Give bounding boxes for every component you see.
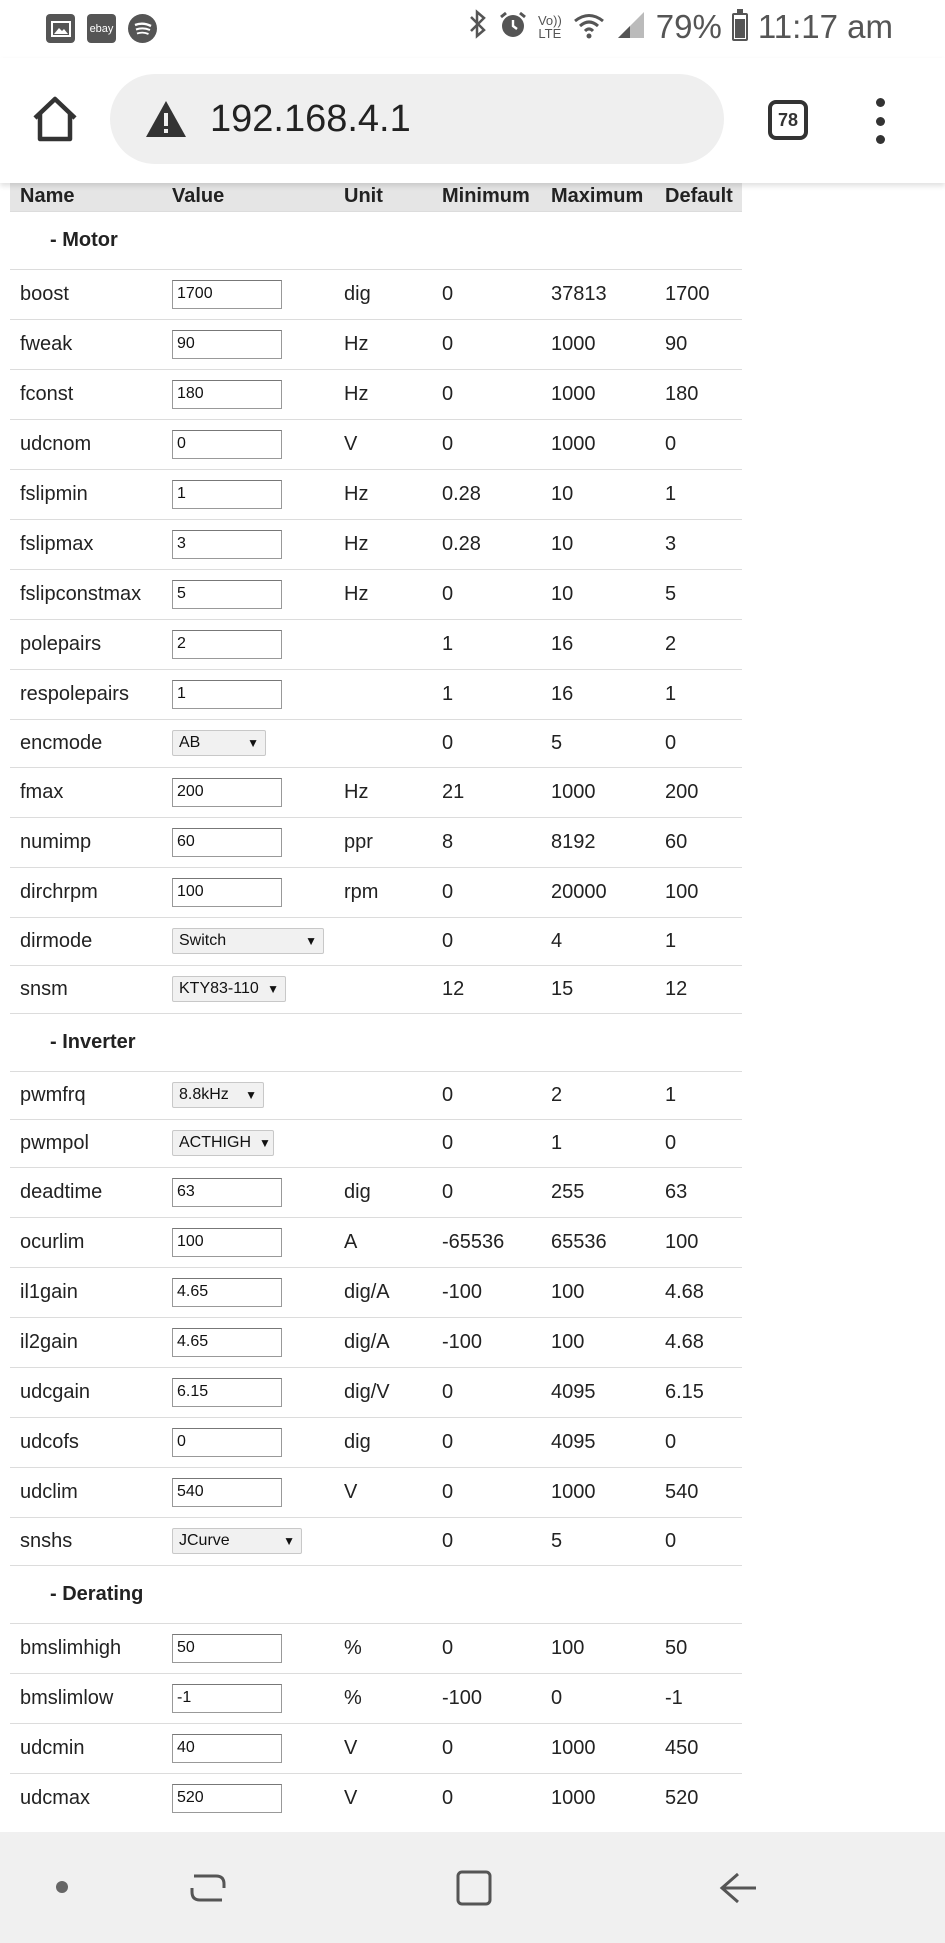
parameter-table bbox=[10, 183, 742, 1823]
table-row bbox=[10, 1119, 742, 1167]
param-minimum: -65536 bbox=[432, 1217, 541, 1267]
param-name: encmode bbox=[10, 719, 162, 767]
param-maximum: 1000 bbox=[541, 419, 655, 469]
table-row bbox=[10, 1773, 742, 1823]
param-name: boost bbox=[10, 269, 162, 319]
param-minimum: 0 bbox=[432, 369, 541, 419]
param-value-cell bbox=[162, 1623, 334, 1673]
param-unit: V bbox=[334, 1723, 432, 1773]
param-maximum: 20000 bbox=[541, 867, 655, 917]
table-row bbox=[10, 1071, 742, 1119]
wifi-icon bbox=[572, 10, 606, 45]
param-name: bmslimlow bbox=[10, 1673, 162, 1723]
param-value-input[interactable]: 63 bbox=[172, 1178, 282, 1207]
param-name: il2gain bbox=[10, 1317, 162, 1367]
param-value-cell bbox=[162, 569, 334, 619]
param-value-input[interactable]: 520 bbox=[172, 1784, 282, 1813]
table-row bbox=[10, 767, 742, 817]
param-value-cell bbox=[162, 767, 334, 817]
param-value-input[interactable]: 100 bbox=[172, 878, 282, 907]
param-value-select[interactable] bbox=[172, 730, 266, 756]
param-value-cell bbox=[162, 1167, 334, 1217]
param-minimum: 0 bbox=[432, 1723, 541, 1773]
param-value-input[interactable]: 90 bbox=[172, 330, 282, 359]
table-header-row bbox=[10, 183, 742, 211]
param-unit bbox=[334, 1071, 432, 1119]
param-value-cell bbox=[162, 1071, 334, 1119]
param-minimum: 0 bbox=[432, 1119, 541, 1167]
param-default: 180 bbox=[655, 369, 742, 419]
param-value-input[interactable]: 3 bbox=[172, 530, 282, 559]
home-square-icon[interactable] bbox=[452, 1866, 496, 1910]
param-unit: V bbox=[334, 1773, 432, 1823]
param-value-cell bbox=[162, 1517, 334, 1565]
category-label: - Derating bbox=[10, 1565, 742, 1623]
param-minimum: -100 bbox=[432, 1673, 541, 1723]
param-unit: Hz bbox=[334, 319, 432, 369]
param-value-input[interactable]: 4.65 bbox=[172, 1328, 282, 1357]
param-default: 200 bbox=[655, 767, 742, 817]
param-name: fmax bbox=[10, 767, 162, 817]
param-maximum: 5 bbox=[541, 719, 655, 767]
param-unit: dig/A bbox=[334, 1267, 432, 1317]
table-row bbox=[10, 965, 742, 1013]
param-minimum: 0 bbox=[432, 1071, 541, 1119]
ebay-icon bbox=[87, 14, 116, 43]
param-minimum: 0 bbox=[432, 917, 541, 965]
param-value-cell bbox=[162, 1317, 334, 1367]
param-name: udcgain bbox=[10, 1367, 162, 1417]
param-default: 1 bbox=[655, 1071, 742, 1119]
status-bar bbox=[0, 0, 945, 58]
param-default: 6.15 bbox=[655, 1367, 742, 1417]
category-label: - Inverter bbox=[10, 1013, 742, 1071]
param-unit: % bbox=[334, 1623, 432, 1673]
param-unit: Hz bbox=[334, 469, 432, 519]
param-value-input[interactable]: 1 bbox=[172, 480, 282, 509]
param-default: 2 bbox=[655, 619, 742, 669]
param-minimum: 12 bbox=[432, 965, 541, 1013]
dropdown-arrow-icon: ▼ bbox=[245, 1088, 257, 1102]
param-name: snsm bbox=[10, 965, 162, 1013]
param-default: 63 bbox=[655, 1167, 742, 1217]
param-maximum: 4 bbox=[541, 917, 655, 965]
address-bar[interactable] bbox=[110, 74, 724, 164]
param-minimum: 0 bbox=[432, 867, 541, 917]
param-maximum: 1000 bbox=[541, 1773, 655, 1823]
warning-icon[interactable] bbox=[144, 99, 188, 139]
param-value-input[interactable]: 540 bbox=[172, 1478, 282, 1507]
param-value-input[interactable]: 50 bbox=[172, 1634, 282, 1663]
param-unit: dig bbox=[334, 1167, 432, 1217]
param-minimum: 0 bbox=[432, 1367, 541, 1417]
param-default: 1 bbox=[655, 917, 742, 965]
param-default: 0 bbox=[655, 1119, 742, 1167]
param-default: 100 bbox=[655, 867, 742, 917]
param-minimum: 0 bbox=[432, 269, 541, 319]
param-minimum: 0 bbox=[432, 569, 541, 619]
table-row bbox=[10, 619, 742, 669]
ebay-label: ebay bbox=[89, 22, 114, 35]
param-default: 1700 bbox=[655, 269, 742, 319]
dropdown-arrow-icon: ▼ bbox=[259, 1136, 271, 1150]
notification-icons bbox=[46, 14, 157, 43]
header-maximum: Maximum bbox=[541, 183, 655, 211]
header-minimum: Minimum bbox=[432, 183, 541, 211]
home-icon bbox=[30, 94, 80, 144]
param-name: bmslimhigh bbox=[10, 1623, 162, 1673]
param-maximum: 8192 bbox=[541, 817, 655, 867]
tab-count: 78 bbox=[777, 109, 799, 130]
overflow-menu-button[interactable] bbox=[872, 98, 888, 144]
param-default: 0 bbox=[655, 1517, 742, 1565]
volte-top: Vo)) bbox=[537, 13, 562, 28]
param-maximum: 1000 bbox=[541, 369, 655, 419]
param-value-cell bbox=[162, 1773, 334, 1823]
header-unit: Unit bbox=[334, 183, 432, 211]
param-value-input[interactable]: -1 bbox=[172, 1684, 282, 1713]
table-row bbox=[10, 1167, 742, 1217]
battery-icon bbox=[732, 13, 748, 41]
table-row bbox=[10, 1417, 742, 1467]
param-maximum: 37813 bbox=[541, 269, 655, 319]
param-value-cell bbox=[162, 669, 334, 719]
param-minimum: 1 bbox=[432, 619, 541, 669]
param-value-cell bbox=[162, 965, 334, 1013]
header-value: Value bbox=[162, 183, 334, 211]
param-name: udcmax bbox=[10, 1773, 162, 1823]
back-arrow-icon[interactable] bbox=[716, 1866, 760, 1910]
table-row bbox=[10, 1467, 742, 1517]
param-maximum: 100 bbox=[541, 1317, 655, 1367]
param-default: 1 bbox=[655, 669, 742, 719]
param-unit bbox=[334, 1119, 432, 1167]
dropdown-arrow-icon: ▼ bbox=[247, 736, 259, 750]
param-maximum: 1000 bbox=[541, 1467, 655, 1517]
battery-percent: 79% bbox=[655, 8, 722, 45]
tab-switcher-button[interactable] bbox=[768, 100, 808, 140]
param-unit: Hz bbox=[334, 369, 432, 419]
param-unit bbox=[334, 719, 432, 767]
param-name: snshs bbox=[10, 1517, 162, 1565]
param-maximum: 1 bbox=[541, 1119, 655, 1167]
param-minimum: 0 bbox=[432, 1467, 541, 1517]
param-value-input[interactable]: 40 bbox=[172, 1734, 282, 1763]
table-row bbox=[10, 1623, 742, 1673]
param-default: 1 bbox=[655, 469, 742, 519]
param-unit: ppr bbox=[334, 817, 432, 867]
url-text[interactable]: 192.168.4.1 bbox=[210, 97, 411, 140]
param-default: 540 bbox=[655, 1467, 742, 1517]
param-default: 5 bbox=[655, 569, 742, 619]
param-default: 90 bbox=[655, 319, 742, 369]
select-value: ACTHIGH bbox=[179, 1134, 251, 1151]
table-row bbox=[10, 1217, 742, 1267]
param-value-input[interactable]: 180 bbox=[172, 380, 282, 409]
table-body bbox=[10, 211, 742, 1823]
table-row bbox=[10, 1367, 742, 1417]
param-name: deadtime bbox=[10, 1167, 162, 1217]
param-unit: Hz bbox=[334, 767, 432, 817]
select-value: KTY83-110 bbox=[179, 980, 259, 997]
dot-icon[interactable] bbox=[56, 1881, 68, 1893]
dropdown-arrow-icon: ▼ bbox=[305, 934, 317, 948]
param-value-input[interactable]: 5 bbox=[172, 580, 282, 609]
param-default: 4.68 bbox=[655, 1317, 742, 1367]
param-default: 3 bbox=[655, 519, 742, 569]
param-name: numimp bbox=[10, 817, 162, 867]
param-value-cell bbox=[162, 867, 334, 917]
table-row bbox=[10, 1673, 742, 1723]
param-maximum: 16 bbox=[541, 619, 655, 669]
param-maximum: 255 bbox=[541, 1167, 655, 1217]
param-default: -1 bbox=[655, 1673, 742, 1723]
param-value-cell bbox=[162, 369, 334, 419]
param-maximum: 0 bbox=[541, 1673, 655, 1723]
page-content bbox=[0, 183, 945, 1832]
param-value-input[interactable]: 1700 bbox=[172, 280, 282, 309]
param-minimum: 0 bbox=[432, 719, 541, 767]
menu-dot bbox=[876, 117, 885, 126]
param-value-cell bbox=[162, 1467, 334, 1517]
battery-fill bbox=[735, 19, 745, 38]
param-name: fconst bbox=[10, 369, 162, 419]
param-value-input[interactable]: 1 bbox=[172, 680, 282, 709]
dropdown-arrow-icon: ▼ bbox=[267, 982, 279, 996]
param-value-cell bbox=[162, 269, 334, 319]
param-name: pwmfrq bbox=[10, 1071, 162, 1119]
select-value: 8.8kHz bbox=[179, 1086, 229, 1103]
param-minimum: 1 bbox=[432, 669, 541, 719]
table-row bbox=[10, 1317, 742, 1367]
table-row bbox=[10, 1723, 742, 1773]
param-value-input[interactable]: 6.15 bbox=[172, 1378, 282, 1407]
param-unit bbox=[334, 917, 432, 965]
bluetooth-icon bbox=[468, 9, 488, 46]
param-value-cell bbox=[162, 719, 334, 767]
category-row bbox=[10, 1565, 742, 1623]
param-unit: dig bbox=[334, 269, 432, 319]
table-row bbox=[10, 1267, 742, 1317]
volte-indicator bbox=[538, 14, 562, 40]
param-value-input[interactable]: 2 bbox=[172, 630, 282, 659]
param-value-cell bbox=[162, 1267, 334, 1317]
param-default: 0 bbox=[655, 1417, 742, 1467]
param-value-input[interactable]: 0 bbox=[172, 1428, 282, 1457]
table-row bbox=[10, 469, 742, 519]
param-minimum: -100 bbox=[432, 1317, 541, 1367]
home-button[interactable] bbox=[30, 94, 80, 144]
param-value-cell bbox=[162, 469, 334, 519]
param-maximum: 16 bbox=[541, 669, 655, 719]
param-value-cell bbox=[162, 1367, 334, 1417]
param-maximum: 15 bbox=[541, 965, 655, 1013]
param-default: 100 bbox=[655, 1217, 742, 1267]
category-label: - Motor bbox=[10, 211, 742, 269]
param-minimum: 0 bbox=[432, 1167, 541, 1217]
param-maximum: 1000 bbox=[541, 319, 655, 369]
param-maximum: 5 bbox=[541, 1517, 655, 1565]
param-minimum: 8 bbox=[432, 817, 541, 867]
param-value-select[interactable] bbox=[172, 928, 324, 954]
param-minimum: 0.28 bbox=[432, 519, 541, 569]
param-minimum: 0.28 bbox=[432, 469, 541, 519]
param-unit: dig/A bbox=[334, 1317, 432, 1367]
param-minimum: 0 bbox=[432, 419, 541, 469]
param-value-input[interactable]: 4.65 bbox=[172, 1278, 282, 1307]
param-unit bbox=[334, 619, 432, 669]
select-value: AB bbox=[179, 734, 201, 751]
param-unit: Hz bbox=[334, 519, 432, 569]
param-value-cell bbox=[162, 817, 334, 867]
param-maximum: 100 bbox=[541, 1623, 655, 1673]
param-default: 0 bbox=[655, 419, 742, 469]
param-maximum: 10 bbox=[541, 519, 655, 569]
param-value-cell bbox=[162, 1119, 334, 1167]
spotify-icon bbox=[128, 14, 157, 43]
param-name: dirmode bbox=[10, 917, 162, 965]
param-name: fslipmin bbox=[10, 469, 162, 519]
param-default: 4.68 bbox=[655, 1267, 742, 1317]
table-row bbox=[10, 1517, 742, 1565]
param-unit: A bbox=[334, 1217, 432, 1267]
browser-toolbar bbox=[0, 58, 945, 183]
param-value-select[interactable] bbox=[172, 976, 286, 1002]
param-maximum: 1000 bbox=[541, 1723, 655, 1773]
param-minimum: 0 bbox=[432, 319, 541, 369]
param-value-cell bbox=[162, 1673, 334, 1723]
param-value-input[interactable]: 100 bbox=[172, 1228, 282, 1257]
param-value-input[interactable]: 0 bbox=[172, 430, 282, 459]
param-maximum: 10 bbox=[541, 569, 655, 619]
select-value: Switch bbox=[179, 932, 227, 949]
param-unit: dig/V bbox=[334, 1367, 432, 1417]
param-maximum: 10 bbox=[541, 469, 655, 519]
param-default: 60 bbox=[655, 817, 742, 867]
clock: 11:17 am bbox=[757, 8, 893, 45]
gallery-icon bbox=[46, 14, 75, 43]
system-status bbox=[468, 8, 893, 46]
volte-bottom: LTE bbox=[538, 26, 562, 41]
param-name: il1gain bbox=[10, 1267, 162, 1317]
table-row bbox=[10, 817, 742, 867]
navigation-bar bbox=[0, 1832, 945, 1943]
recent-apps-icon[interactable] bbox=[186, 1866, 230, 1910]
select-value: JCurve bbox=[179, 1532, 230, 1549]
param-unit: % bbox=[334, 1673, 432, 1723]
param-minimum: 0 bbox=[432, 1773, 541, 1823]
param-default: 50 bbox=[655, 1623, 742, 1673]
param-name: udcofs bbox=[10, 1417, 162, 1467]
param-maximum: 1000 bbox=[541, 767, 655, 817]
param-value-cell bbox=[162, 1217, 334, 1267]
param-unit: dig bbox=[334, 1417, 432, 1467]
param-value-cell bbox=[162, 619, 334, 669]
param-unit: V bbox=[334, 419, 432, 469]
param-value-select[interactable] bbox=[172, 1082, 264, 1108]
dropdown-arrow-icon: ▼ bbox=[283, 1534, 295, 1548]
param-default: 520 bbox=[655, 1773, 742, 1823]
param-value-input[interactable]: 60 bbox=[172, 828, 282, 857]
table-row bbox=[10, 669, 742, 719]
category-row bbox=[10, 211, 742, 269]
param-name: ocurlim bbox=[10, 1217, 162, 1267]
table-row bbox=[10, 519, 742, 569]
param-unit: V bbox=[334, 1467, 432, 1517]
param-minimum: 0 bbox=[432, 1417, 541, 1467]
param-unit bbox=[334, 965, 432, 1013]
param-value-cell bbox=[162, 1417, 334, 1467]
param-name: dirchrpm bbox=[10, 867, 162, 917]
param-maximum: 4095 bbox=[541, 1367, 655, 1417]
table-row bbox=[10, 569, 742, 619]
param-minimum: 0 bbox=[432, 1517, 541, 1565]
param-value-cell bbox=[162, 519, 334, 569]
param-minimum: -100 bbox=[432, 1267, 541, 1317]
param-name: fslipconstmax bbox=[10, 569, 162, 619]
table-row bbox=[10, 419, 742, 469]
header-name: Name bbox=[10, 183, 162, 211]
param-unit bbox=[334, 1517, 432, 1565]
param-unit bbox=[334, 669, 432, 719]
param-value-cell bbox=[162, 1723, 334, 1773]
param-default: 12 bbox=[655, 965, 742, 1013]
menu-dot bbox=[876, 98, 885, 107]
menu-dot bbox=[876, 135, 885, 144]
param-name: polepairs bbox=[10, 619, 162, 669]
param-minimum: 21 bbox=[432, 767, 541, 817]
param-minimum: 0 bbox=[432, 1623, 541, 1673]
param-default: 0 bbox=[655, 719, 742, 767]
param-value-input[interactable]: 200 bbox=[172, 778, 282, 807]
param-unit: rpm bbox=[334, 867, 432, 917]
param-value-select[interactable] bbox=[172, 1130, 274, 1156]
param-name: fslipmax bbox=[10, 519, 162, 569]
param-value-cell bbox=[162, 917, 334, 965]
header-default: Default bbox=[655, 183, 742, 211]
param-value-cell bbox=[162, 319, 334, 369]
param-default: 450 bbox=[655, 1723, 742, 1773]
table-row bbox=[10, 269, 742, 319]
signal-icon bbox=[616, 10, 646, 45]
param-name: udcmin bbox=[10, 1723, 162, 1773]
table-row bbox=[10, 867, 742, 917]
param-name: respolepairs bbox=[10, 669, 162, 719]
table-row bbox=[10, 719, 742, 767]
table-row bbox=[10, 369, 742, 419]
param-maximum: 4095 bbox=[541, 1417, 655, 1467]
table-row bbox=[10, 917, 742, 965]
param-maximum: 2 bbox=[541, 1071, 655, 1119]
param-value-cell bbox=[162, 419, 334, 469]
param-maximum: 65536 bbox=[541, 1217, 655, 1267]
param-unit: Hz bbox=[334, 569, 432, 619]
param-maximum: 100 bbox=[541, 1267, 655, 1317]
param-value-select[interactable] bbox=[172, 1528, 302, 1554]
alarm-icon bbox=[498, 10, 528, 45]
param-name: udclim bbox=[10, 1467, 162, 1517]
param-name: fweak bbox=[10, 319, 162, 369]
param-name: udcnom bbox=[10, 419, 162, 469]
category-row bbox=[10, 1013, 742, 1071]
table-row bbox=[10, 319, 742, 369]
param-name: pwmpol bbox=[10, 1119, 162, 1167]
